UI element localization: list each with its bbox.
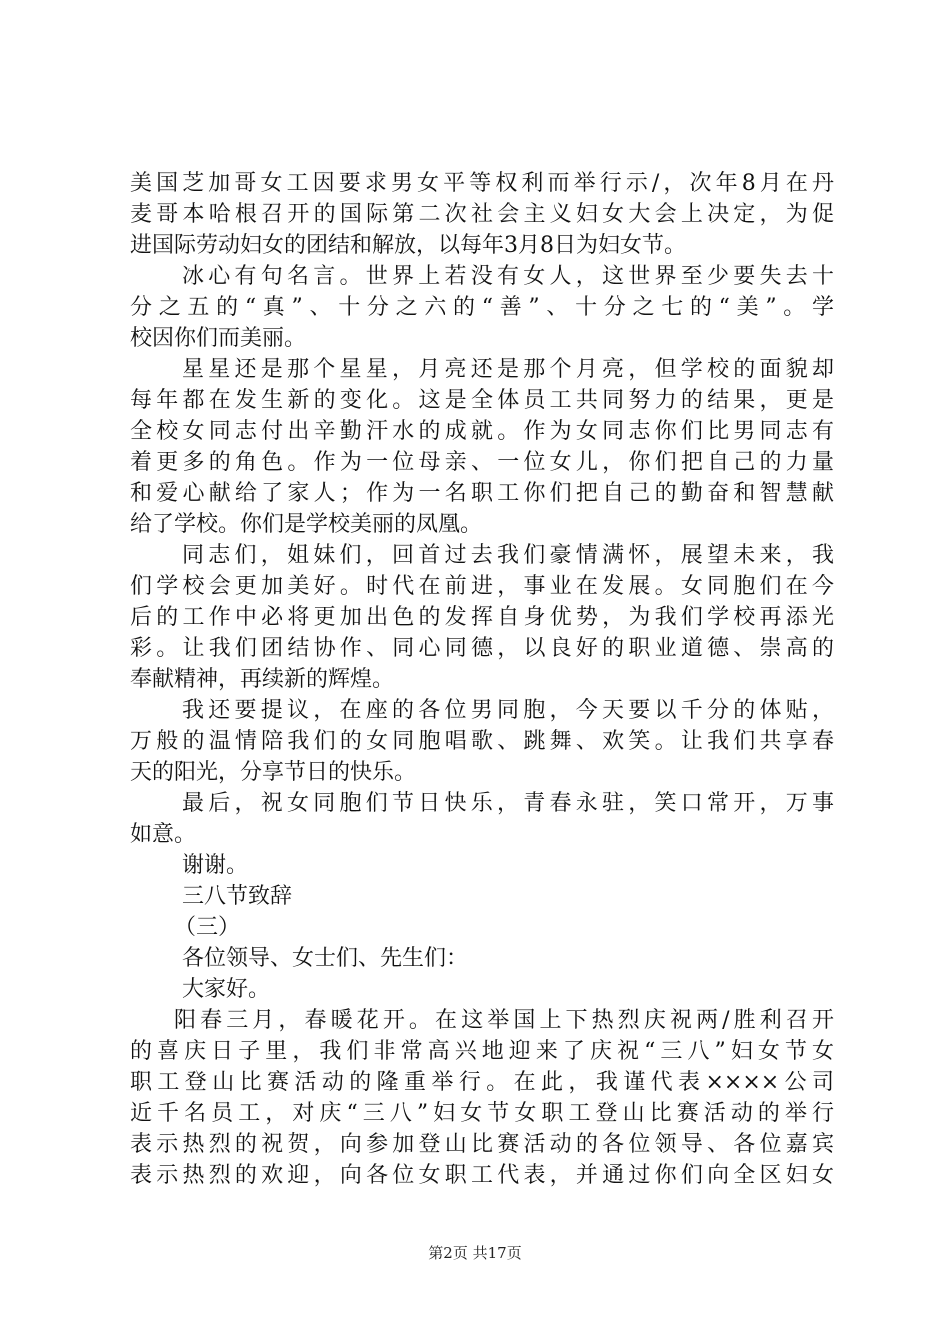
text-line: 着更多的角色。作为一位母亲、一位女儿，你们把自己的力量 [130, 450, 834, 475]
text-line: 阳春三月，春暖花开。在这举国上下热烈庆祝两/胜利召开 [174, 1008, 834, 1033]
text-line: 谢谢。 [182, 853, 249, 878]
text-line: 彩。让我们团结协作、同心同德，以良好的职业道德、崇高的 [130, 636, 834, 661]
text-line: （三） [174, 915, 241, 940]
document-body [130, 168, 834, 1191]
text-line: 同志们，姐妹们，回首过去我们豪情满怀，展望未来，我 [182, 543, 834, 568]
text-line: 后的工作中必将更加出色的发挥自身优势，为我们学校再添光 [130, 605, 834, 630]
text-line: 分之五的“真”、十分之六的“善”、十分之七的“美”。学 [130, 295, 834, 320]
text-line: 万般的温情陪我们的女同胞唱歌、跳舞、欢笑。让我们共享春 [130, 729, 834, 754]
text-line: 表示热烈的欢迎，向各位女职工代表，并通过你们向全区妇女 [130, 1163, 834, 1188]
text-line: 每年都在发生新的变化。这是全体员工共同努力的结果，更是 [130, 388, 834, 413]
text-line: 三八节致辞 [182, 884, 293, 909]
text-line: 表示热烈的祝贺，向参加登山比赛活动的各位领导、各位嘉宾 [130, 1132, 834, 1157]
text-line: 星星还是那个星星，月亮还是那个月亮，但学校的面貌却 [182, 357, 834, 382]
text-line: 大家好。 [182, 977, 271, 1002]
text-line: 给了学校。你们是学校美丽的凤凰。 [130, 512, 483, 537]
text-line: 天的阳光，分享节日的快乐。 [130, 760, 417, 785]
page-footer [0, 1243, 950, 1263]
text-line: 们学校会更加美好。时代在前进，事业在发展。女同胞们在今 [130, 574, 834, 599]
text-line: 最后，祝女同胞们节日快乐，青春永驻，笑口常开，万事 [182, 791, 834, 816]
text-line: 校因你们而美丽。 [130, 326, 307, 351]
text-line: 全校女同志付出辛勤汗水的成就。作为女同志你们比男同志有 [130, 419, 834, 444]
text-line: 近千名员工，对庆“三八”妇女节女职工登山比赛活动的举行 [130, 1101, 834, 1126]
text-line: 和爱心献给了家人；作为一名职工你们把自己的勤奋和智慧献 [130, 481, 834, 506]
text-line: 如意。 [130, 822, 197, 847]
text-line: 奉献精神，再续新的辉煌。 [130, 667, 395, 692]
text-line: 麦哥本哈根召开的国际第二次社会主义妇女大会上决定，为促 [130, 202, 834, 227]
text-line: 美国芝加哥女工因要求男女平等权利而举行示/，次年8月在丹 [130, 171, 834, 196]
text-line: 冰心有句名言。世界上若没有女人，这世界至少要失去十 [182, 264, 834, 289]
text-line: 职工登山比赛活动的隆重举行。在此，我谨代表××××公司 [130, 1070, 834, 1095]
text-line: 各位领导、女士们、先生们： [182, 946, 469, 971]
text-line: 我还要提议，在座的各位男同胞，今天要以千分的体贴， [182, 698, 834, 723]
text-line: 的喜庆日子里，我们非常高兴地迎来了庆祝“三八”妇女节女 [130, 1039, 834, 1064]
page-number-label: 第2页 共17页 [428, 1244, 522, 1262]
text-line: 进国际劳动妇女的团结和解放，以每年3月8日为妇女节。 [130, 233, 686, 258]
